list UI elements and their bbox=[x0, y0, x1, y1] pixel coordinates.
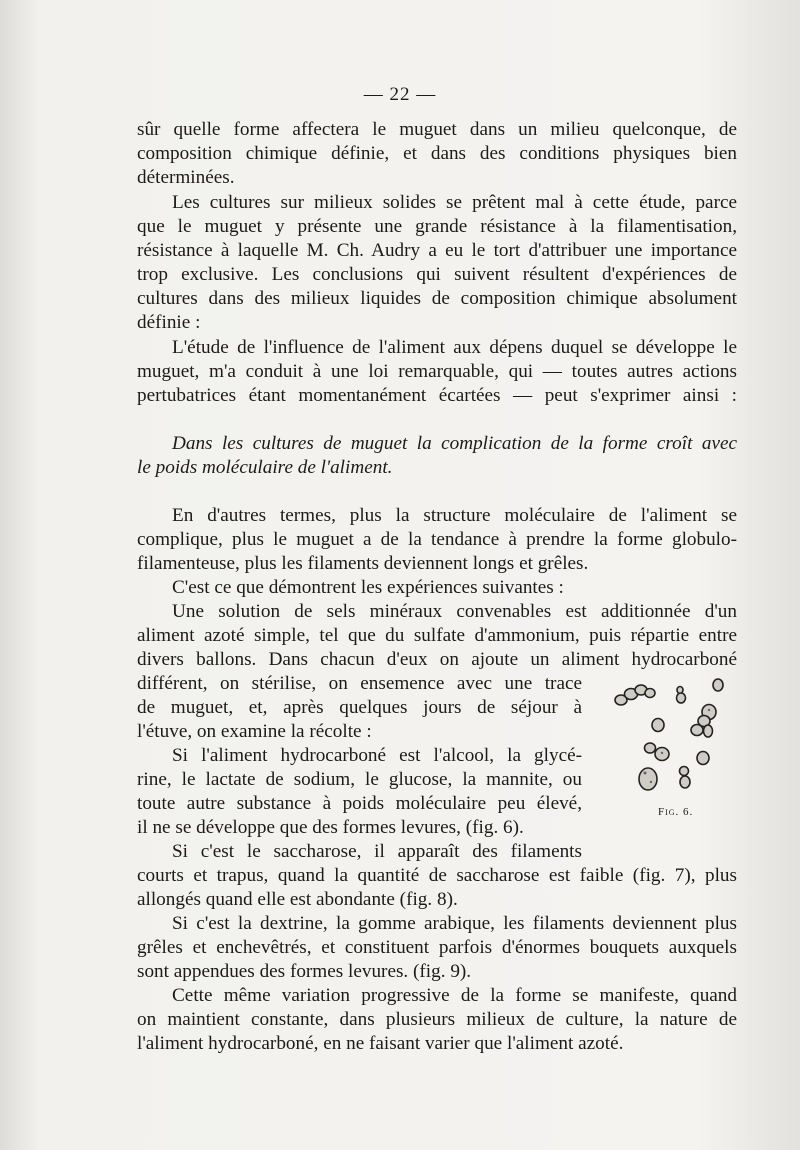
text-line: C'est ce que démontrent les expériences suivantes : bbox=[172, 577, 564, 598]
figure-caption: Fig. 6. bbox=[658, 806, 694, 818]
text-line: Les cultures sur milieux solides se prêtent mal à cette étude, parce bbox=[172, 192, 737, 213]
text-line: on maintient constante, dans plusieurs milieux de culture, la nature de bbox=[137, 1009, 737, 1030]
text-line: Une solution de sels minéraux convenables est additionnée d'un bbox=[172, 601, 737, 622]
text-line: rine, le lactate de sodium, le glucose, la mannite, ou bbox=[137, 769, 582, 790]
text-line: il ne se développe que des formes levures, (fig. 6). bbox=[137, 817, 524, 838]
text-line: Si l'aliment hydrocarboné est l'alcool, la glycé- bbox=[172, 745, 582, 766]
text-line: grêles et enchevêtrés, et constituent parfois d'énormes bouquets auxquels bbox=[137, 937, 737, 958]
text-line: Cette même variation progressive de la forme se manifeste, quand bbox=[172, 985, 737, 1006]
text-line: aliment azoté simple, tel que du sulfate d'ammonium, puis répartie entre bbox=[137, 625, 737, 646]
text-line: Si c'est le saccharose, il apparaît des filaments bbox=[172, 841, 582, 862]
page-number: — 22 — bbox=[363, 84, 437, 105]
text-line: cultures dans des milieux liquides de composition chimique absolument bbox=[137, 288, 737, 309]
text-line: toute autre substance à poids moléculaire peu élevé, bbox=[137, 793, 582, 814]
text-line: déterminées. bbox=[137, 167, 235, 188]
text-line: définie : bbox=[137, 312, 201, 333]
text-line: de muguet, et, après quelques jours de séjour à bbox=[137, 697, 582, 718]
text-line: composition chimique définie, et dans des conditions physiques bien bbox=[137, 143, 737, 164]
text-line: L'étude de l'influence de l'aliment aux dépens duquel se développe le bbox=[172, 337, 737, 358]
text-line: que le muguet y présente une grande résistance à la filamentisation, bbox=[137, 216, 737, 237]
text-line: l'étuve, on examine la récolte : bbox=[137, 721, 372, 742]
text-line: divers ballons. Dans chacun d'eux on ajoute un aliment hydrocarboné bbox=[137, 649, 737, 670]
yeast-cells-figure bbox=[605, 668, 735, 824]
text-line: sont appendues des formes levures. (fig. 9). bbox=[137, 961, 472, 982]
law-statement: le poids moléculaire de l'aliment. bbox=[137, 457, 393, 478]
text-line: l'aliment hydrocarboné, en ne faisant varier que l'aliment azoté. bbox=[137, 1033, 624, 1054]
text-line: complique, plus le muguet a de la tendance à prendre la forme globulo- bbox=[137, 529, 737, 550]
text-line: sûr quelle forme affectera le muguet dans un milieu quelconque, de bbox=[137, 119, 737, 140]
text-line: pertubatrices étant momentanément écartées — peut s'exprimer ainsi : bbox=[137, 385, 737, 406]
text-line: courts et trapus, quand la quantité de saccharose est faible (fig. 7), plus bbox=[137, 865, 737, 886]
text-line: muguet, m'a conduit à une loi remarquable, qui — toutes autres actions bbox=[137, 361, 737, 382]
text-line: résistance à laquelle M. Ch. Audry a eu le tort d'attribuer une importance bbox=[137, 240, 737, 261]
text-line: filamenteuse, plus les filaments deviennent longs et grêles. bbox=[137, 553, 589, 574]
text-line: trop exclusive. Les conclusions qui suivent résultent d'expériences de bbox=[137, 264, 737, 285]
text-line: différent, on stérilise, on ensemence avec une trace bbox=[137, 673, 582, 694]
text-line: Si c'est la dextrine, la gomme arabique, les filaments deviennent plus bbox=[172, 913, 737, 934]
law-statement: Dans les cultures de muguet la complication de la forme croît avec bbox=[172, 433, 737, 454]
text-line: En d'autres termes, plus la structure moléculaire de l'aliment se bbox=[172, 505, 737, 526]
text-line: allongés quand elle est abondante (fig. 8). bbox=[137, 889, 458, 910]
